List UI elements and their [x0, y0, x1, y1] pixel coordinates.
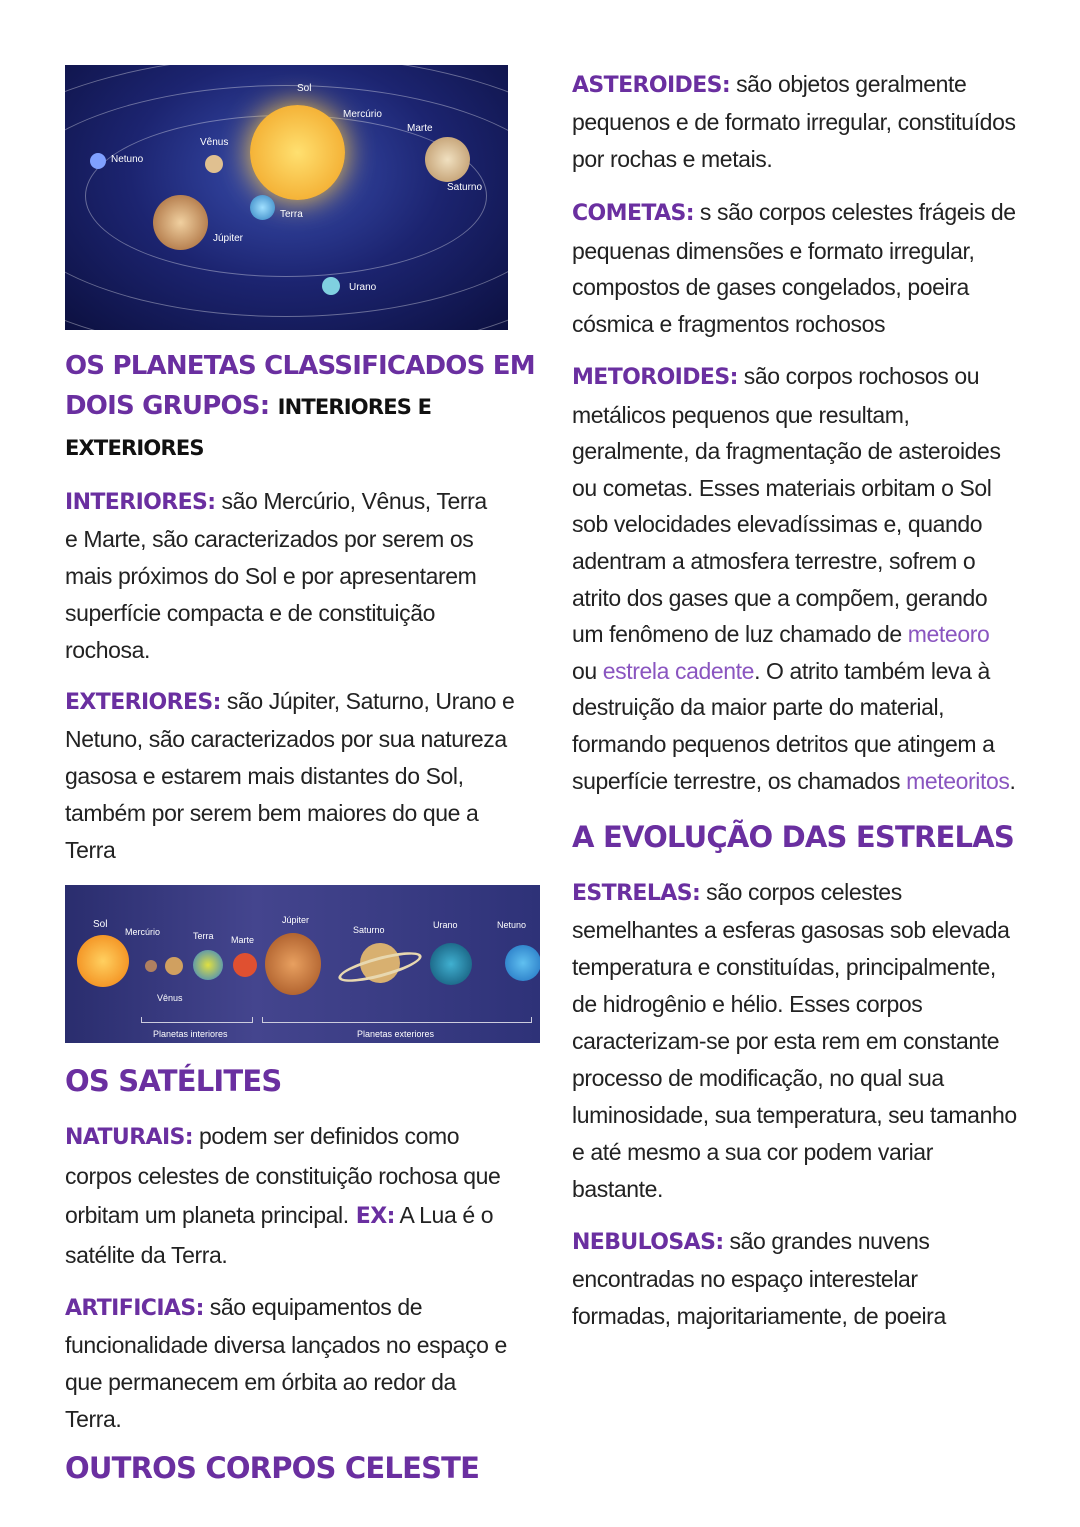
term-label: INTERIORES: — [65, 490, 216, 515]
term-text: são equipamentos de funcionalidade diversa lançados no espaço e que permanecem em órbita ao redor da Terra. — [65, 1294, 507, 1432]
planets-row-image — [65, 885, 540, 1043]
label-mercurio: Mercúrio — [125, 927, 161, 937]
example-text: A Lua é o satélite da Terra. — [65, 1202, 494, 1268]
paragraph-interiores — [65, 483, 505, 669]
term-text: s são corpos celestes frágeis de pequenas dimensões e formato irregular, compostos de gases congelados, poeira cósmica e fragmentos rochosos — [572, 199, 1016, 337]
term-text: são corpos celestes semelhantes a esferas gasosas sob elevada temperatura e constituídas, principalmente, de hidrogênio e hélio. Esses corpos caracterizam-se por esta rem em constante processo de modificação, no qual sua luminosidade, sua temperatura, seu tamanho e até mesmo a sua cor podem variar bastante. — [572, 879, 1017, 1203]
term-label: METOROIDES: — [572, 365, 738, 390]
term-text: são Júpiter, Saturno, Urano e Netuno, são caracterizados por sua natureza gasosa e estarem mais distantes do Sol, também por serem bem maiores do que a Terra — [65, 688, 515, 863]
label-venus: Vênus — [157, 993, 183, 1003]
label-mercurio: Mercúrio — [343, 109, 382, 120]
solar-system-image — [65, 65, 508, 330]
term-label: NATURAIS: — [65, 1125, 193, 1150]
term-label: EXTERIORES: — [65, 690, 221, 715]
term-label: ESTRELAS: — [572, 881, 701, 907]
label-terra: Terra — [193, 931, 214, 941]
left-column — [65, 65, 540, 1488]
paragraph-asteroides — [572, 66, 1020, 178]
term-text: são corpos rochosos ou metálicos pequenos que resultam, geralmente, da fragmentação de asteroides ou cometas. Esses materiais orbitam o Sol sob velocidades elevadíssimas e, quando adentram a atmosfera terrestre, sofrem o atrito dos gases que a compõem, gerando um fenômeno de luz chamado de — [572, 363, 1001, 648]
term-label: NEBULOSAS: — [572, 1230, 724, 1256]
heading-line: OS PLANETAS CLASSIFICADOS EM — [65, 351, 535, 381]
term-label: ASTEROIDES: — [572, 73, 731, 98]
heading-other-bodies: OUTROS CORPOS CELESTE — [65, 1451, 480, 1485]
paragraph-artificias — [65, 1289, 515, 1438]
term-text: podem ser definidos como corpos celestes de constituição rochosa que orbitam um planeta principal. — [65, 1123, 501, 1228]
term-label: ARTIFICIAS: — [65, 1296, 204, 1321]
heading-star-evolution: A EVOLUÇÃO DAS ESTRELAS — [572, 820, 1014, 855]
label-sol: Sol — [93, 919, 108, 930]
label-marte: Marte — [407, 123, 433, 134]
heading-satellites: OS SATÉLITES — [65, 1064, 282, 1098]
label-urano: Urano — [349, 282, 377, 293]
label-terra: Terra — [280, 209, 303, 220]
term-text: . O atrito também leva à destruição da maior parte do material, formando pequenos detritos que atingem a superfície terrestre, os chamados — [572, 657, 995, 794]
label-marte: Marte — [231, 935, 255, 945]
paragraph-estrelas — [572, 874, 1020, 1208]
term-text: são Mercúrio, Vênus, Terra e Marte, são caracterizados por serem os mais próximos do Sol e por apresentarem superfície compacta e de constituição rochosa. — [65, 488, 487, 663]
label-netuno: Netuno — [497, 920, 527, 930]
label-saturno: Saturno — [447, 182, 483, 193]
label-jupiter: Júpiter — [213, 233, 244, 244]
label-venus: Vênus — [200, 137, 229, 148]
highlight-meteoritos: meteoritos — [906, 767, 1010, 794]
highlight-meteoro: meteoro — [907, 621, 990, 648]
label-sol: Sol — [297, 83, 312, 94]
term-text: são objetos geralmente pequenos e de formato irregular, constituídos por rochas e metais. — [572, 71, 1016, 172]
paragraph-naturais — [65, 1117, 505, 1275]
label-exteriores: Planetas exteriores — [357, 1029, 435, 1039]
label-saturno: Saturno — [353, 925, 385, 935]
term-text: são grandes nuvens encontradas no espaço interestelar formadas, majoritariamente, de poeira — [572, 1228, 946, 1330]
heading-tail: INTERIORES E EXTERIORES — [65, 395, 432, 460]
highlight-estrela-cadente: estrela cadente — [602, 657, 755, 684]
heading-line: DOIS GRUPOS: — [65, 391, 270, 421]
term-text: . — [1009, 767, 1016, 794]
label-interiores: Planetas interiores — [153, 1029, 228, 1039]
paragraph-metoroides — [572, 358, 1020, 799]
heading-planet-groups — [65, 346, 540, 468]
term-text: ou — [572, 657, 603, 684]
right-column — [572, 66, 1020, 1335]
example-label: EX: — [348, 1204, 395, 1229]
paragraph-cometas — [572, 194, 1020, 342]
term-label: COMETAS: — [572, 201, 694, 226]
label-urano: Urano — [433, 920, 458, 930]
label-jupiter: Júpiter — [282, 915, 310, 925]
label-netuno: Netuno — [111, 154, 144, 165]
paragraph-nebulosas — [572, 1223, 1020, 1335]
paragraph-exteriores — [65, 683, 515, 869]
